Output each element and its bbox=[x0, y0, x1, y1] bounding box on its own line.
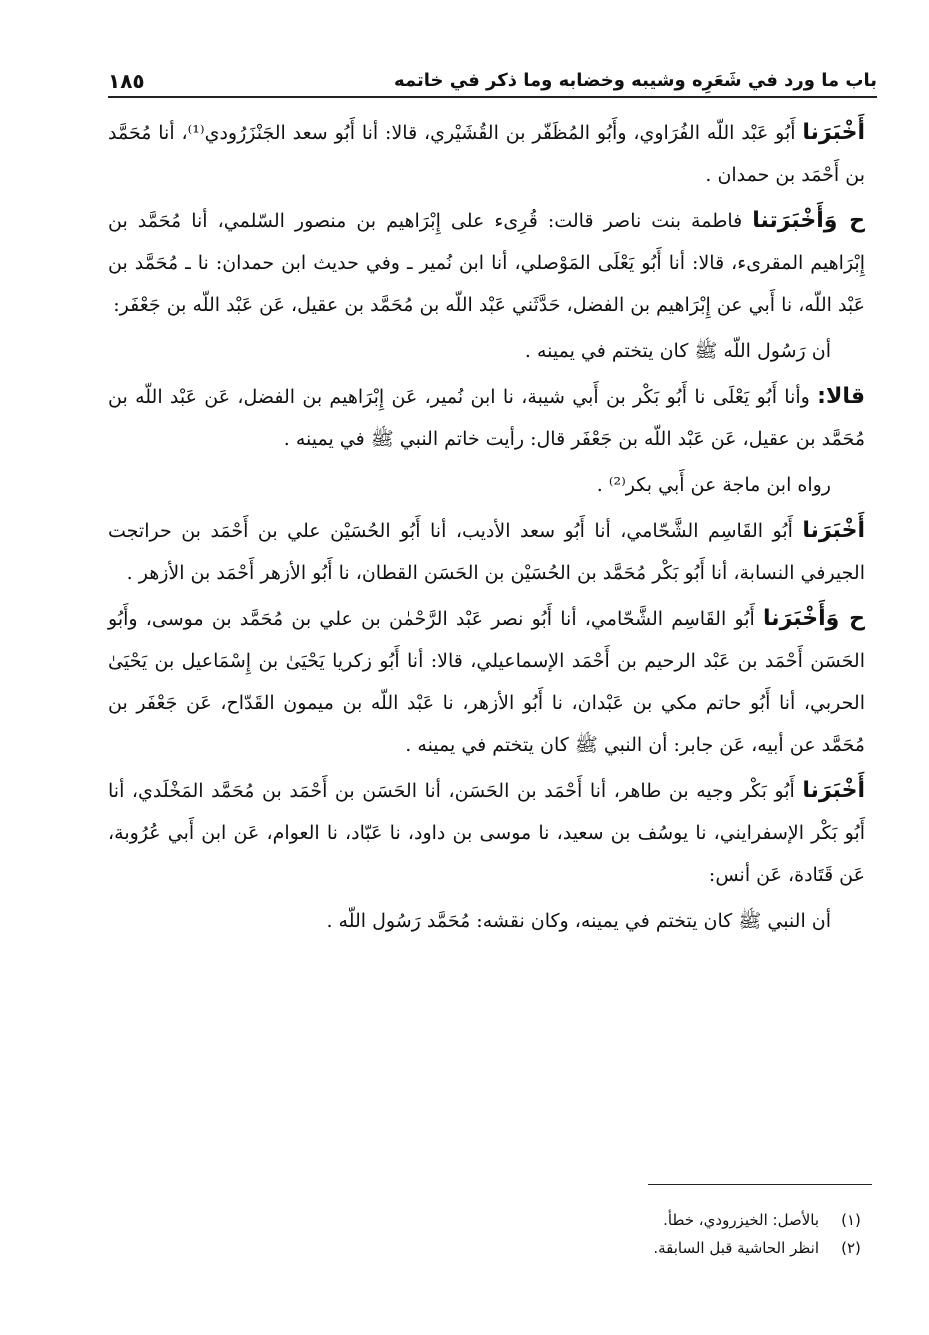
paragraph-9 bbox=[108, 900, 865, 942]
footnote-number: (١) bbox=[841, 1211, 861, 1229]
paragraph-text: أَبُو القَاسِم الشَّحّامي، أنا أَبُو سعد الأديب، أنا أَبُو الحُسَيْن علي بن أَحْمَد بن حراتجت الجيرفي النسابة، أنا أَبُو بَكْر مُحَمَّد بن الحُسَيْن بن الحَسَن القطان، نا أَبُو الأزهر أَحْمَد بن الأزهر . bbox=[108, 520, 865, 584]
paragraph-text: أن رَسُول اللّه ﷺ كان يتختم في يمينه . bbox=[524, 340, 831, 362]
paragraph-lead: أَخْبَرَنا bbox=[802, 120, 865, 145]
paragraph-3 bbox=[108, 330, 865, 372]
paragraph-lead: قالا: bbox=[817, 384, 865, 409]
main-text bbox=[108, 112, 865, 942]
paragraph-2 bbox=[108, 200, 865, 326]
running-header bbox=[108, 54, 877, 94]
paragraph-text: وأنا أَبُو يَعْلَى نا أَبُو بَكْر بن أَبي شيبة، نا ابن نُمير، عَن إِبْرَاهيم بن الفضل، عَن عَبْد اللّه بن مُحَمَّد بن عقيل، عَن عَبْد اللّه بن جَعْفَر قال: رأيت خاتم النبي ﷺ في يمينه . bbox=[108, 386, 865, 450]
footnote-text: بالأصل: الخيزرودي، خطأ. bbox=[663, 1211, 819, 1229]
paragraph-text: فاطمة بنت ناصر قالت: قُرِىء على إِبْرَاهيم بن منصور السّلمي، أنا مُحَمَّد بن إِبْرَاهيم المقرىء، قالا: أنا أَبُو يَعْلَى المَوْصلي، أنا ابن نُمير ـ وفي حديث ابن حمدان: نا ـ مُحَمَّد بن عَبْد اللّه، نا أَبي عن إِبْرَاهيم بن الفضل، حَدَّثَني عَبْد اللّه بن مُحَمَّد بن عقيل، عَن عَبْد اللّه بن جَعْفَر: bbox=[108, 210, 865, 316]
paragraph-1 bbox=[108, 112, 865, 196]
paragraph-4 bbox=[108, 376, 865, 460]
paragraph-text: رواه ابن ماجة عن أَبي بكر⁽²⁾ . bbox=[596, 474, 831, 496]
paragraph-6 bbox=[108, 510, 865, 594]
paragraph-text: أَبُو القَاسِم الشَّحّامي، أنا أَبُو نصر عَبْد الرَّحْمٰن بن علي بن مُحَمَّد بن موسى، وأَبُو الحَسَن أَحْمَد بن عَبْد الرحيم بن أَحْمَد الإسماعيلي، قالا: أنا أَبُو زكريا يَحْيَىٰ بن إِسْمَاعيل بن يَحْيَىٰ الحربي، أنا أَبُو حاتم مكي بن عَبْدان، نا أَبُو الأزهر، نا عَبْد اللّه بن ميمون القَدّاح، عَن جَعْفَر بن مُحَمَّد عن أبيه، عَن جابر: أن النبي ﷺ كان يتختم في يمينه . bbox=[108, 608, 865, 756]
footnotes bbox=[108, 1206, 865, 1262]
paragraph-text: أَبُو بَكْر وجيه بن طاهر، أنا أَحْمَد بن الحَسَن، أنا الحَسَن بن أَحْمَد بن مُحَمَّد المَخْلَدي، أنا أَبُو بَكْر الإسفرايني، نا يوسُف بن سعيد، نا موسى بن داود، نا عَبّاد، نا العوام، عَن ابن أَبي عُرُوبة، عَن قَتَادة، عَن أنس: bbox=[108, 780, 865, 886]
paragraph-8 bbox=[108, 770, 865, 896]
footnote-text: انظر الحاشية قبل السابقة. bbox=[653, 1239, 819, 1257]
paragraph-5 bbox=[108, 464, 865, 506]
footnote-2 bbox=[108, 1234, 865, 1262]
footnote-number: (٢) bbox=[841, 1239, 861, 1257]
paragraph-7 bbox=[108, 598, 865, 766]
paragraph-lead: أَخْبَرَنا bbox=[802, 518, 865, 543]
footnote-1 bbox=[108, 1206, 865, 1234]
page-number: ١٨٥ bbox=[108, 69, 145, 93]
paragraph-lead: ح وَأَخْبَرَتنا bbox=[752, 208, 865, 233]
paragraph-text: أن النبي ﷺ كان يتختم في يمينه، وكان نقشه: مُحَمَّد رَسُول اللّه . bbox=[326, 910, 831, 932]
header-rule bbox=[108, 96, 877, 98]
paragraph-text: أَبُو عَبْد اللّه الفُرَاوي، وأَبُو المُظَفّر بن القُشَيْري، قالا: أنا أَبُو سعد الجَنْزَرُودي⁽¹⁾، أنا مُحَمَّد بن أَحْمَد بن حمدان . bbox=[108, 122, 865, 186]
paragraph-lead: أَخْبَرَنا bbox=[802, 778, 865, 803]
paragraph-lead: ح وَأَخْبَرَنا bbox=[763, 606, 865, 631]
footnote-divider bbox=[648, 1184, 872, 1185]
chapter-title: باب ما ورد في شَعَرِه وشيبه وخضابه وما ذكر في خاتمه bbox=[394, 70, 877, 91]
